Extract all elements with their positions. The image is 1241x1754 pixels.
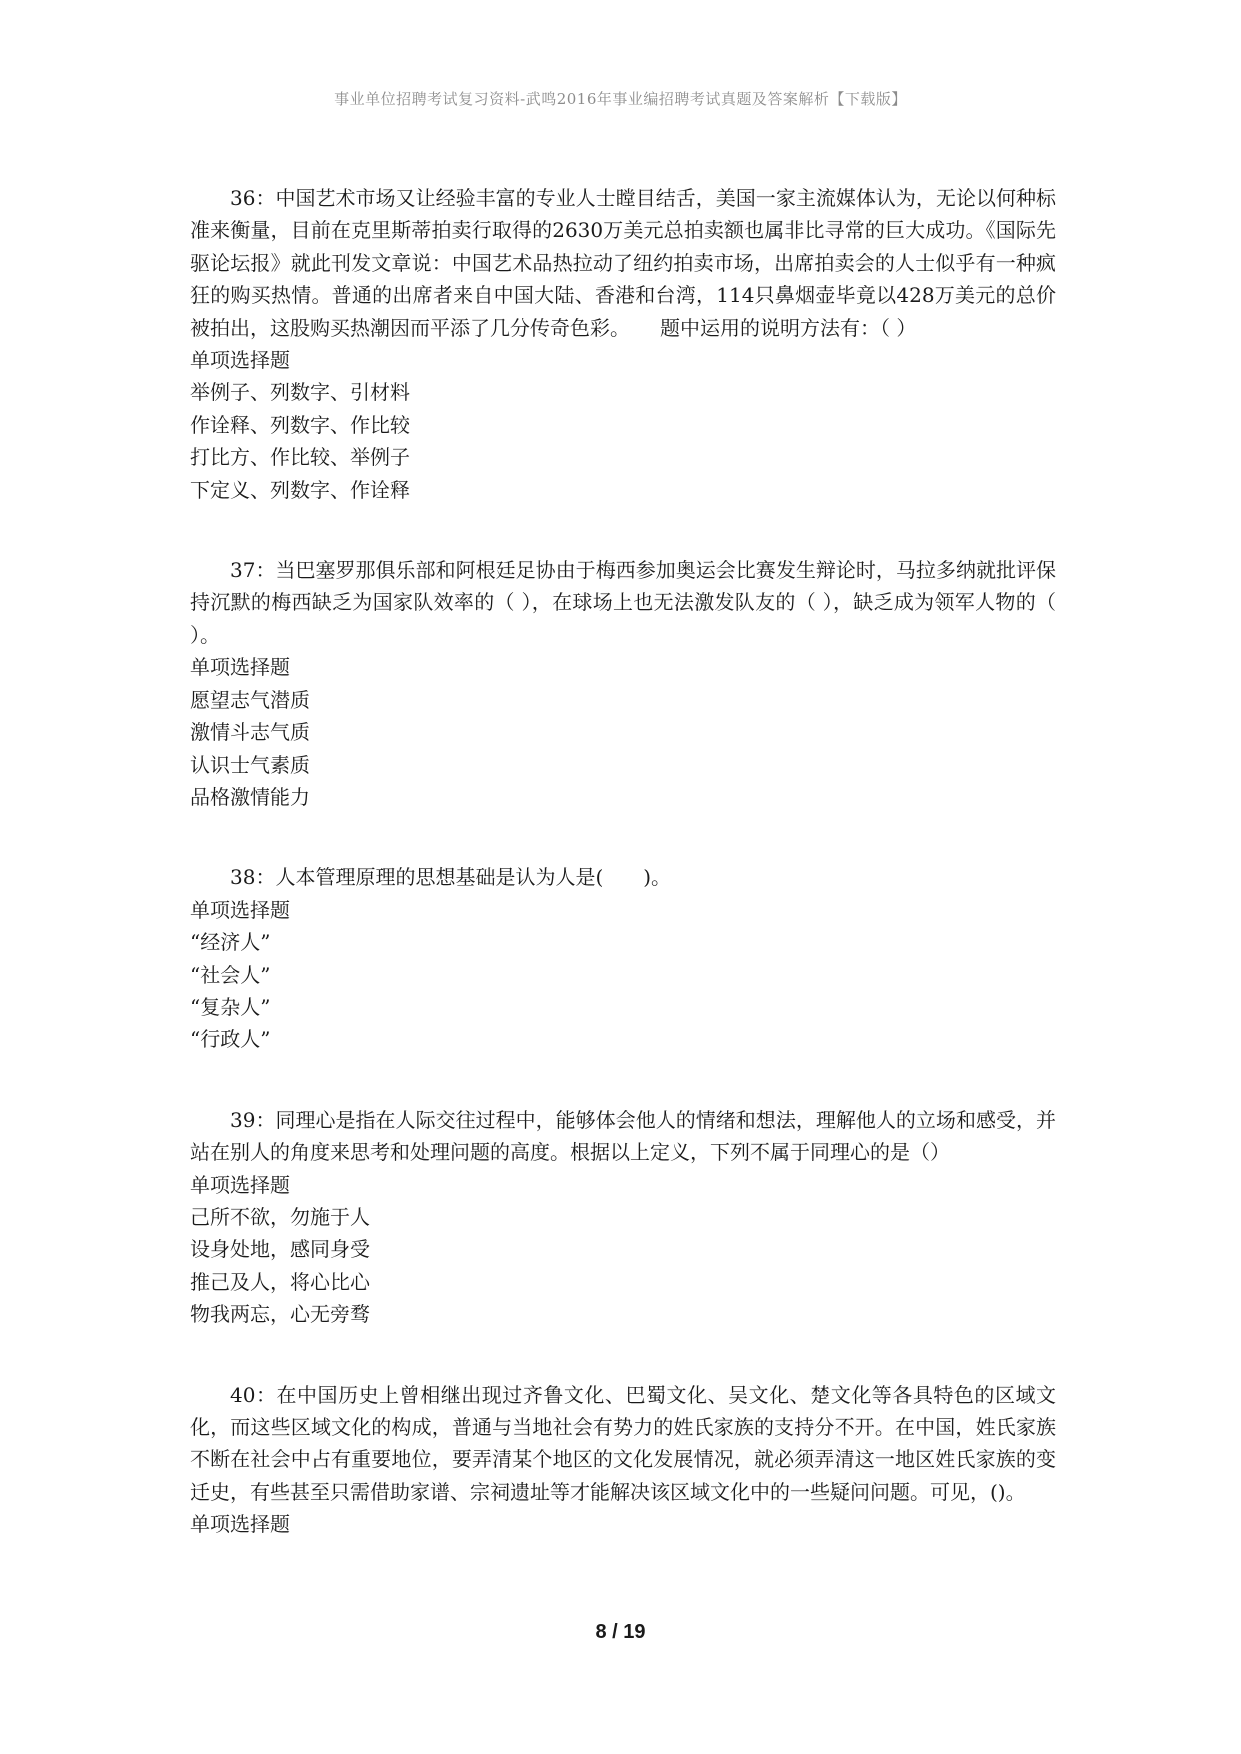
option-c: “复杂人”: [190, 994, 271, 1019]
question-39: [190, 1104, 1056, 1331]
question-type: 单项选择题: [190, 348, 290, 373]
question-stem: 36：中国艺术市场又让经验丰富的专业人士瞠目结舌，美国一家主流媒体认为，无论以何种标准来衡量，目前在克里斯蒂拍卖行取得的2630万美元总拍卖额也属非比寻常的巨大成功。《国际先驱论坛报》就此刊发文章说：中国艺术品热拉动了纽约拍卖市场，出席拍卖会的人士似乎有一种疯狂的购买热情。普通的出席者来自中国大陆、香港和台湾，114只鼻烟壶毕竟以428万美元的总价被拍出，这股购买热潮因而平添了几分传奇色彩。 题中运用的说明方法有：（ ）: [190, 186, 1056, 340]
option-c: 认识士气素质: [190, 752, 310, 777]
option-a: “经济人”: [190, 930, 271, 955]
option-d: 品格激情能力: [190, 784, 310, 809]
option-a: 愿望志气潜质: [190, 687, 310, 712]
option-d: 物我两忘，心无旁骛: [190, 1302, 370, 1327]
question-38: [190, 861, 1056, 1055]
question-stem: 37：当巴塞罗那俱乐部和阿根廷足协由于梅西参加奥运会比赛发生辩论时，马拉多纳就批评保持沉默的梅西缺乏为国家队效率的（ ），在球场上也无法激发队友的（ ），缺乏成为领军人物的（ ）。: [190, 558, 1056, 647]
option-a: 己所不欲，勿施于人: [190, 1204, 370, 1229]
question-stem: 40：在中国历史上曾相继出现过齐鲁文化、巴蜀文化、吴文化、楚文化等各具特色的区域文化，而这些区域文化的构成，普通与当地社会有势力的姓氏家族的支持分不开。在中国，姓氏家族不断在社会中占有重要地位，要弄清某个地区的文化发展情况，就必须弄清这一地区姓氏家族的变迁史，有些甚至只需借助家谱、宗祠遗址等才能解决该区域文化中的一些疑问问题。可见，()。: [190, 1382, 1056, 1504]
question-type: 单项选择题: [190, 655, 290, 680]
question-37: [190, 554, 1056, 813]
option-d: “行政人”: [190, 1027, 271, 1052]
question-40: [190, 1379, 1056, 1541]
option-c: 推己及人，将心比心: [190, 1269, 370, 1294]
option-d: 下定义、列数字、作诠释: [190, 477, 410, 502]
option-b: 作诠释、列数字、作比较: [190, 412, 410, 437]
option-b: 激情斗志气质: [190, 720, 310, 745]
question-36: [190, 182, 1056, 506]
option-b: “社会人”: [190, 962, 271, 987]
question-stem: 39：同理心是指在人际交往过程中，能够体会他人的情绪和想法，理解他人的立场和感受，并站在别人的角度来思考和处理问题的高度。根据以上定义，下列不属于同理心的是（）: [190, 1107, 1056, 1165]
question-type: 单项选择题: [190, 1172, 290, 1197]
page-number: 8 / 19: [595, 1621, 646, 1643]
option-a: 举例子、列数字、引材料: [190, 380, 410, 405]
question-type: 单项选择题: [190, 897, 290, 922]
question-type: 单项选择题: [190, 1512, 290, 1537]
option-b: 设身处地，感同身受: [190, 1237, 370, 1262]
document-body: [190, 182, 1056, 1589]
page-header: 事业单位招聘考试复习资料-武鸣2016年事业编招聘考试真题及答案解析【下载版】: [334, 90, 907, 108]
option-c: 打比方、作比较、举例子: [190, 445, 410, 470]
question-stem: 38：人本管理原理的思想基础是认为人是( )。: [230, 865, 672, 890]
